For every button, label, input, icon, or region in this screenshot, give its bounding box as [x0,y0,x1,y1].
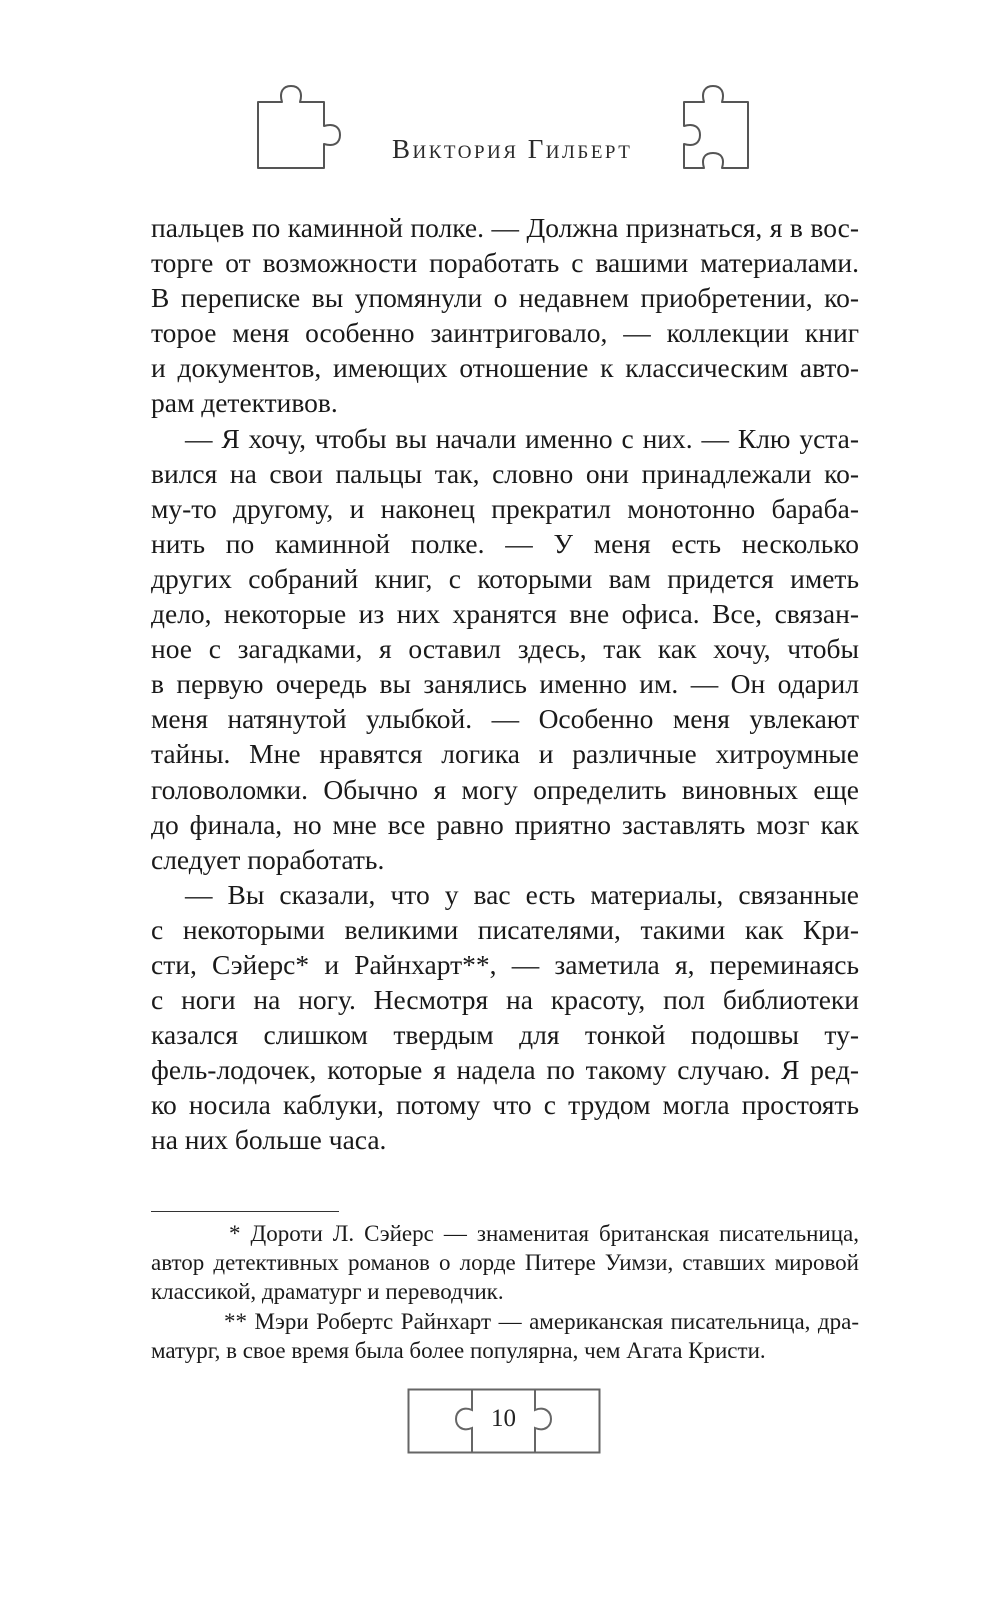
running-header-author: Виктория Гилберт [392,134,633,164]
text-line: ное с загадками, я оставил здесь, так как хочу, чтобы [151,633,859,665]
text-line: сти, Сэйерс* и Райнхарт**, — заметила я, переминаясь [151,948,859,980]
text-line: му-то другому, и наконец прекратил монотонно бараба- [151,492,859,524]
text-line: нить по каминной полке. — У меня есть несколько [151,527,859,559]
text-line: фель-лодочек, которые я надела по такому случаю. Я ред- [151,1054,859,1086]
text-line: — Я хочу, чтобы вы начали именно с них. — Клю уста- [185,422,859,454]
text-line: с ноги на ногу. Несмотря на красоту, пол библиотеки [151,984,859,1016]
text-line: — Вы сказали, что у вас есть материалы, связанные [185,878,859,910]
text-line: до финала, но мне все равно приятно заставлять мозг как [151,808,859,840]
footnote-line: матург, в свое время была более популярна, чем Агата Кристи. [151,1337,766,1363]
footnotes [151,1219,859,1365]
footnote-line: автор детективных романов о лорде Питере Уимзи, ставших мировой [151,1250,859,1276]
footnote-line: классикой, драматург и переводчик. [151,1279,504,1305]
text-line: тайны. Мне нравятся логика и различные хитроумные [151,738,859,770]
text-line: в первую очередь вы занялись именно им. — Он одарил [151,668,859,700]
text-line: головоломки. Обычно я могу определить виновных еще [151,773,859,805]
text-line: торге от возможности поработать с вашими материалами. [151,247,859,279]
left-puzzle-piece-icon [254,82,350,172]
text-line: других собраний книг, с которыми вам придется иметь [151,562,859,594]
text-line: на них больше часа. [151,1124,387,1156]
footnote-line: ** Мэри Робертс Райнхарт — американская писательница, дра- [224,1308,859,1334]
right-puzzle-piece-icon [676,82,756,172]
footnote-line: * Дороти Л. Сэйерс — знаменитая британская писательница, [229,1221,859,1246]
main-text [151,210,859,1158]
text-line: с некоторыми великими писателями, такими как Кри- [151,913,859,945]
text-line: пальцев по каминной полке. — Должна признаться, я в вос- [151,212,859,243]
footnote-divider [151,1211,339,1212]
page-number: 10 [491,1405,516,1432]
text-line: меня натянутой улыбкой. — Особенно меня увлекают [151,703,859,735]
text-line: дело, некоторые из них хранятся вне офиса. Все, связан- [151,598,859,630]
text-line: В переписке вы упомянули о недавнем приобретении, ко- [151,282,859,314]
text-line: вился на свои пальцы так, словно они принадлежали ко- [151,457,859,489]
text-line: казался слишком твердым для тонкой подошвы ту- [151,1019,859,1051]
text-line: рам детективов. [151,387,338,419]
text-line: следует поработать. [151,843,385,875]
text-line: ко носила каблуки, потому что с трудом могла простоять [151,1089,859,1121]
text-line: и документов, имеющих отношение к классическим авто- [151,352,859,384]
text-line: торое меня особенно заинтриговало, — коллекции книг [151,317,859,349]
